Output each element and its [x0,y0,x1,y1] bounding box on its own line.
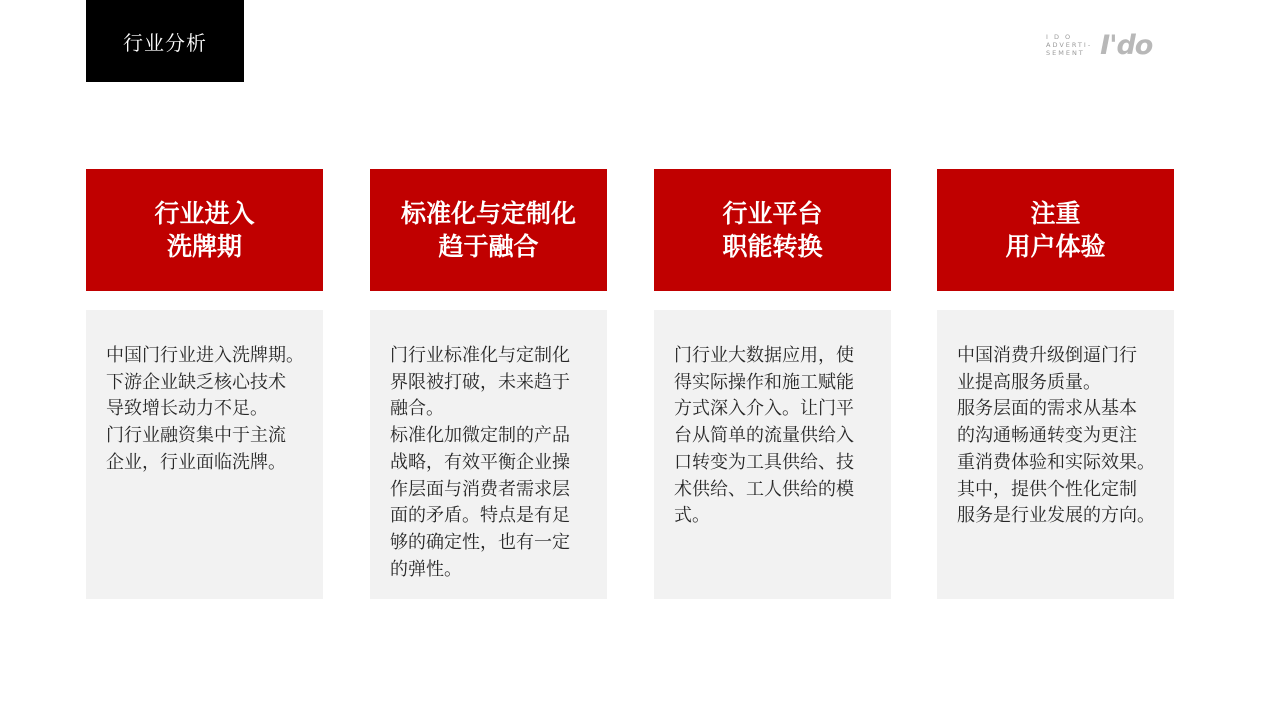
column-title-line: 标准化与定制化 [400,199,576,228]
body-line: 融合。 [390,398,444,420]
body-line: 界限被打破，未来趋于 [390,371,570,393]
column-platform-transform [654,169,891,599]
body-line: 得实际操作和施工赋能 [674,371,854,393]
section-title: 行业分析 [123,30,207,55]
body-line: 的沟通畅通转变为更注 [957,425,1137,447]
column-user-experience [937,169,1174,599]
body-line: 重消费体验和实际效果。 [957,451,1155,473]
body-line: 业提高服务质量。 [957,371,1101,393]
column-industry-reshuffle [86,169,323,599]
column-body [937,310,1174,599]
column-header [86,169,323,291]
body-line: 够的确定性，也有一定 [390,531,570,553]
column-header [370,169,607,291]
column-body [370,310,607,599]
column-body [654,310,891,599]
body-line: 口转变为工具供给、技 [674,451,854,473]
column-title-line: 行业平台 [722,199,823,228]
body-line: 导致增长动力不足。 [106,398,268,420]
body-line: 门行业融资集中于主流 [106,425,286,447]
body-line: 式。 [674,505,710,527]
body-line: 方式深入介入。让门平 [674,398,854,420]
logo-line: ADVERTI- [1046,41,1093,49]
column-title-line: 注重 [1030,199,1081,228]
brand-logo [1046,30,1152,60]
column-title-line: 洗牌期 [166,232,242,261]
body-line: 标准化加微定制的产品 [390,425,570,447]
column-title-line: 职能转换 [722,232,823,261]
body-line: 服务是行业发展的方向。 [957,505,1155,527]
section-title-tab [86,0,244,82]
body-line: 企业，行业面临洗牌。 [106,451,286,473]
body-line: 中国消费升级倒逼门行 [957,345,1137,366]
logo-line: SEMENT [1046,49,1085,57]
column-title-line: 用户体验 [1005,232,1106,261]
body-line: 门行业大数据应用，使 [674,345,854,366]
body-line: 台从简单的流量供给入 [674,425,854,447]
body-line: 作层面与消费者需求层 [390,478,570,500]
body-line: 下游企业缺乏核心技术 [106,371,286,393]
column-body [86,310,323,599]
body-line: 术供给、工人供给的模 [674,478,854,500]
body-line: 面的矛盾。特点是有足 [390,505,570,527]
body-line: 的弹性。 [390,558,462,580]
column-header [654,169,891,291]
logo-line: I D O [1046,33,1073,41]
column-header [937,169,1174,291]
column-title-line: 行业进入 [154,199,255,228]
body-line: 中国门行业进入洗牌期。 [106,345,304,366]
body-line: 服务层面的需求从基本 [957,398,1137,420]
column-title-line: 趋于融合 [438,232,539,261]
body-line: 战略，有效平衡企业操 [390,451,570,473]
body-line: 门行业标准化与定制化 [390,345,570,366]
logo-small-text [1046,33,1092,57]
body-line: 其中，提供个性化定制 [957,478,1137,500]
logo-mark: I'do [1100,29,1153,61]
column-standard-custom [370,169,607,599]
